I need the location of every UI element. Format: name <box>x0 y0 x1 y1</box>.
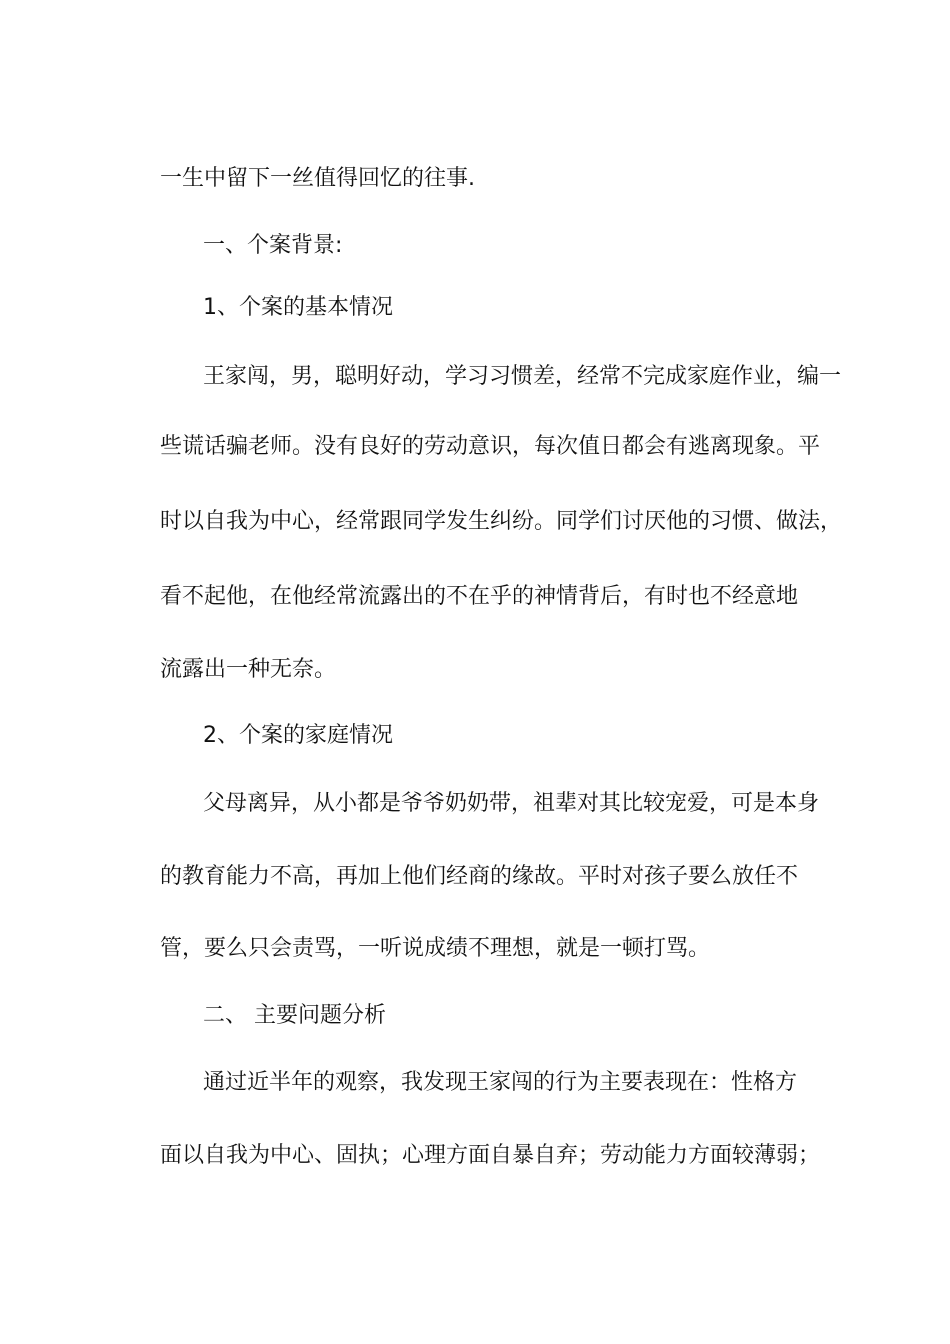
paragraph-line: 看不起他，在他经常流露出的不在乎的神情背后，有时也不经意地 <box>160 584 799 609</box>
paragraph-line: 管，要么只会责骂，一听说成绩不理想，就是一顿打骂。 <box>160 936 711 961</box>
paragraph-line: 王家闯，男，聪明好动，学习习惯差，经常不完成家庭作业，编一 <box>203 364 842 389</box>
subsection-heading: 1、个案的基本情况 <box>203 295 393 320</box>
paragraph-line: 一生中留下一丝值得回忆的往事. <box>160 166 475 191</box>
paragraph-line: 的教育能力不高，再加上他们经商的缘故。平时对孩子要么放任不 <box>160 864 799 889</box>
paragraph-line: 通过近半年的观察，我发现王家闯的行为主要表现在：性格方 <box>203 1070 798 1095</box>
paragraph-line: 些谎话骗老师。没有良好的劳动意识，每次值日都会有逃离现象。平 <box>160 434 821 459</box>
paragraph-line: 时以自我为中心，经常跟同学发生纠纷。同学们讨厌他的习惯、做法， <box>160 509 843 534</box>
paragraph-line: 父母离异，从小都是爷爷奶奶带，祖辈对其比较宠爱，可是本身 <box>203 791 820 816</box>
paragraph-line: 面以自我为中心、固执；心理方面自暴自弃；劳动能力方面较薄弱； <box>160 1143 821 1168</box>
section-heading: 一、个案背景: <box>203 233 343 258</box>
subsection-heading: 2、个案的家庭情况 <box>203 723 393 748</box>
paragraph-line: 流露出一种无奈。 <box>160 657 337 682</box>
section-heading: 二、 主要问题分析 <box>203 1003 386 1028</box>
